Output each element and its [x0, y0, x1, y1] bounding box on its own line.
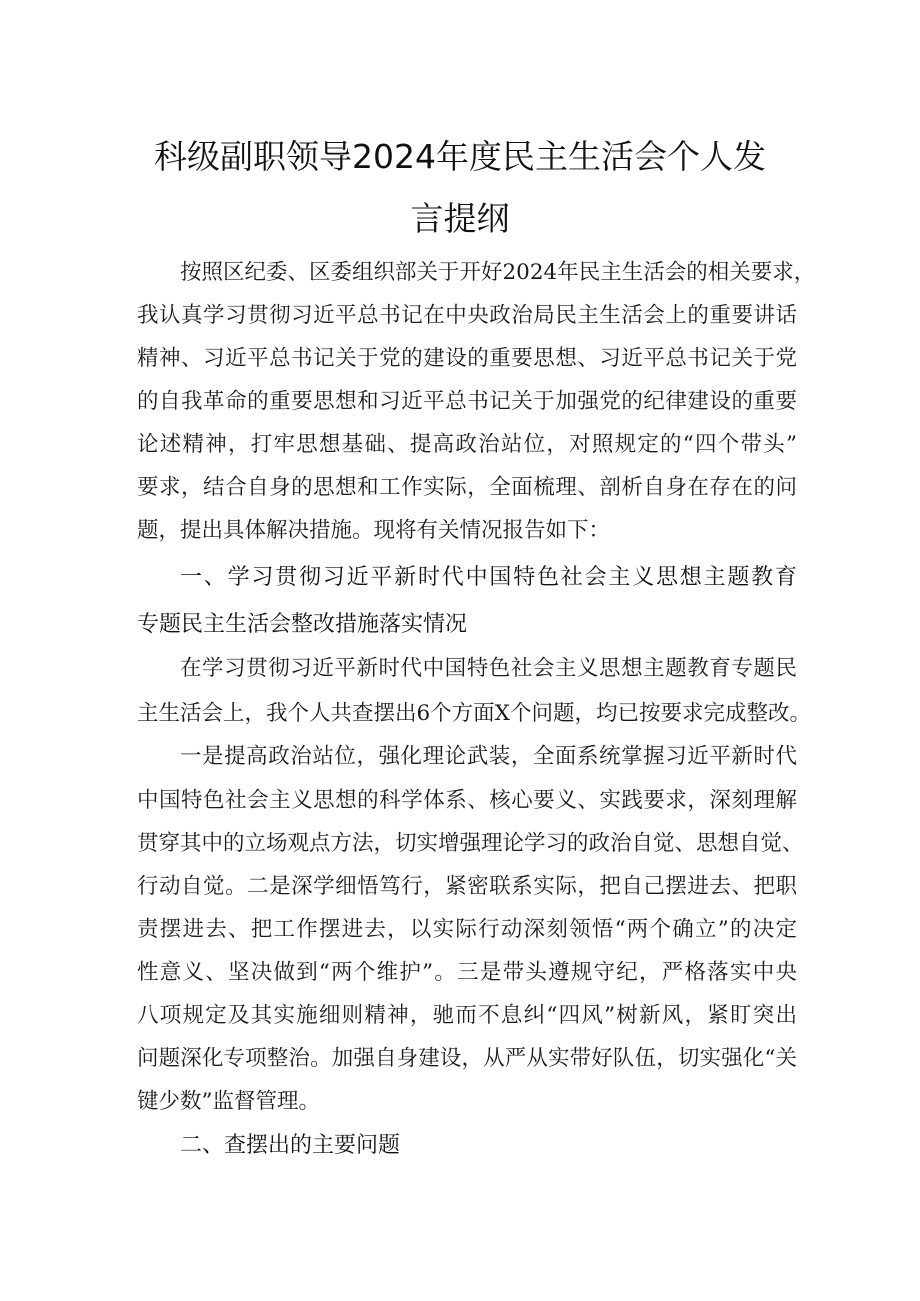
- section-2-heading: 二、查摆出的主要问题: [180, 1133, 401, 1158]
- intro-line-5: 论述精神，打牢思想基础、提高政治站位，对照规定的“四个带头”: [137, 432, 797, 457]
- section-1-para-2-line-2: 中国特色社会主义思想的科学体系、核心要义、实践要求，深刻理解: [137, 788, 797, 813]
- document-title-line-2: 言提纲: [410, 199, 510, 238]
- section-1-para-2-line-4: 行动自觉。二是深学细悟笃行，紧密联系实际，把自己摆进去、把职: [137, 874, 797, 899]
- document-title-line-1: 科级副职领导2024年度民主生活会个人发: [154, 137, 766, 176]
- section-1-para-2-line-1: 一是提高政治站位，强化理论武装，全面系统掌握习近平新时代: [180, 744, 797, 769]
- section-1-para-2-line-8: 问题深化专项整治。加强自身建设，从严从实带好队伍，切实强化“关: [137, 1046, 797, 1071]
- intro-line-7: 题，提出具体解决措施。现将有关情况报告如下：: [137, 518, 611, 543]
- section-1-heading-line-2: 专题民主生活会整改措施落实情况: [137, 612, 468, 637]
- section-1-para-1-line-1: 在学习贯彻习近平新时代中国特色社会主义思想主题教育专题民: [180, 656, 797, 681]
- section-1-para-2-line-3: 贯穿其中的立场观点方法，切实增强理论学习的政治自觉、思想自觉、: [137, 831, 804, 856]
- intro-line-6: 要求，结合自身的思想和工作实际，全面梳理、剖析自身在存在的问: [137, 475, 797, 500]
- section-1-para-2-line-7: 八项规定及其实施细则精神，驰而不息纠“四风”树新风，紧盯突出: [137, 1003, 797, 1028]
- intro-line-1: 按照区纪委、区委组织部关于开好2024年民主生活会的相关要求，: [180, 260, 816, 285]
- intro-line-2: 我认真学习贯彻习近平总书记在中央政治局民主生活会上的重要讲话: [137, 303, 797, 328]
- intro-line-3: 精神、习近平总书记关于党的建设的重要思想、习近平总书记关于党: [137, 346, 797, 371]
- section-1-heading-line-1: 一、学习贯彻习近平新时代中国特色社会主义思想主题教育: [180, 565, 797, 590]
- section-1-para-2-line-5: 责摆进去、把工作摆进去，以实际行动深刻领悟“两个确立”的决定: [137, 917, 797, 942]
- intro-line-4: 的自我革命的重要思想和习近平总书记关于加强党的纪律建设的重要: [137, 389, 797, 414]
- section-1-para-2-line-6: 性意义、坚决做到“两个维护”。三是带头遵规守纪，严格落实中央: [137, 960, 797, 985]
- section-1-para-2-line-9: 键少数”监督管理。: [137, 1089, 320, 1114]
- section-1-para-1-line-2: 主生活会上，我个人共查摆出6个方面X个问题，均已按要求完成整改。: [137, 701, 811, 726]
